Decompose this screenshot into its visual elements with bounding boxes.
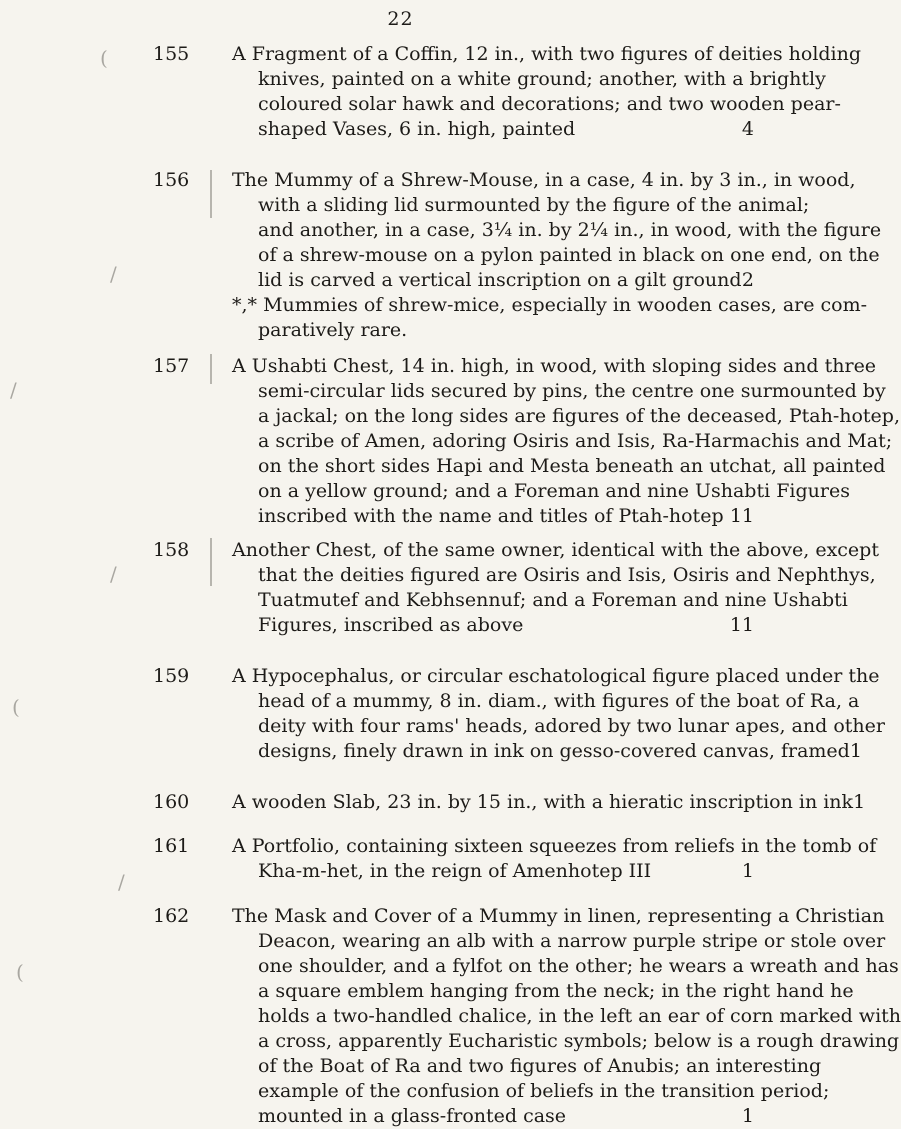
pencil-mark-icon: / xyxy=(118,870,125,894)
margin-bracket xyxy=(210,170,212,218)
pencil-mark-icon: ( xyxy=(16,960,24,984)
description-line-with-qty xyxy=(232,1104,754,1129)
description-line: The Mask and Cover of a Mummy in linen, representing a Christian xyxy=(232,905,885,927)
description-line: that the deities figured are Osiris and Isis, Osiris and Nephthys, xyxy=(258,564,876,586)
margin-pencil-marks xyxy=(0,0,150,1104)
description-line: a cross, apparently Eucharistic symbols; below is a rough drawing xyxy=(258,1030,900,1052)
entry-description xyxy=(232,168,882,343)
quantity: 1 xyxy=(853,791,866,813)
description-line: Tuatmutef and Kebhsennuf; and a Foreman and nine Ushabti xyxy=(258,589,848,611)
description-line: with a sliding lid surmounted by the figure of the animal; xyxy=(258,194,810,216)
pencil-mark-icon: ( xyxy=(12,695,20,719)
quantity: 4 xyxy=(741,118,754,140)
quantity: 11 xyxy=(729,505,754,527)
description-line: a scribe of Amen, adoring Osiris and Isis, Ra-Harmachis and Mat; xyxy=(258,430,893,452)
lot-number: 156 xyxy=(153,169,190,191)
pencil-mark-icon: / xyxy=(110,562,117,586)
lot-number: 155 xyxy=(153,43,190,65)
description-line: Deacon, wearing an alb with a narrow purple stripe or stole over xyxy=(258,930,886,952)
lot-number: 160 xyxy=(153,791,190,813)
entry-description xyxy=(232,904,901,1129)
description-line: example of the confusion of beliefs in the transition period; xyxy=(258,1080,830,1102)
quantity: 1 xyxy=(741,1105,754,1127)
entry-description xyxy=(232,538,879,638)
pencil-mark-icon: / xyxy=(10,378,17,402)
margin-bracket xyxy=(210,354,212,384)
description-line: Kha-m-het, in the reign of Amenhotep III xyxy=(258,860,652,882)
pencil-mark-icon: ( xyxy=(100,46,108,70)
description-line: a jackal; on the long sides are figures of the deceased, Ptah-hotep, xyxy=(258,405,901,427)
description-line: A Portfolio, containing sixteen squeezes from reliefs in the tomb of xyxy=(232,835,877,857)
note-line: *,* Mummies of shrew-mice, especially in wooden cases, are com- xyxy=(232,294,868,316)
quantity: 1 xyxy=(741,860,754,882)
description-line: The Mummy of a Shrew-Mouse, in a case, 4 in. by 3 in., in wood, xyxy=(232,169,856,191)
lot-number: 157 xyxy=(153,355,190,377)
margin-bracket xyxy=(210,538,212,586)
description-line: lid is carved a vertical inscription on a gilt ground xyxy=(258,269,742,291)
description-line: A Fragment of a Coffin, 12 in., with two figures of deities holding xyxy=(232,43,862,65)
description-line: A Ushabti Chest, 14 in. high, in wood, with sloping sides and three xyxy=(232,355,877,377)
description-line-with-qty xyxy=(232,268,754,293)
description-line: Another Chest, of the same owner, identical with the above, except xyxy=(232,539,879,561)
lot-number: 159 xyxy=(153,665,190,687)
description-line: head of a mummy, 8 in. diam., with figures of the boat of Ra, a xyxy=(258,690,860,712)
entry-description xyxy=(232,790,866,815)
description-line: mounted in a glass-fronted case xyxy=(258,1105,567,1127)
quantity: 11 xyxy=(729,614,754,636)
description-line: A Hypocephalus, or circular eschatological figure placed under the xyxy=(232,665,880,687)
quantity: 1 xyxy=(849,740,862,762)
quantity: 2 xyxy=(741,269,754,291)
description-line: a square emblem hanging from the neck; in the right hand he xyxy=(258,980,854,1002)
entry-description xyxy=(232,664,885,764)
description-line-with-qty xyxy=(232,790,866,815)
description-line: of a shrew-mouse on a pylon painted in black on one end, on the xyxy=(258,244,880,266)
description-line: on the short sides Hapi and Mesta beneath an utchat, all painted xyxy=(258,455,886,477)
description-line: Figures, inscribed as above xyxy=(258,614,524,636)
entry-description xyxy=(232,42,862,142)
description-line-with-qty xyxy=(232,117,754,142)
lot-number: 158 xyxy=(153,539,190,561)
description-line: inscribed with the name and titles of Ptah-hotep xyxy=(258,505,724,527)
description-line: and another, in a case, 3¼ in. by 2¼ in., in wood, with the figure xyxy=(258,219,882,241)
description-line: deity with four rams' heads, adored by two lunar apes, and other xyxy=(258,715,885,737)
description-line: on a yellow ground; and a Foreman and nine Ushabti Figures xyxy=(258,480,850,502)
description-line-with-qty xyxy=(232,739,862,764)
description-line: A wooden Slab, 23 in. by 15 in., with a hieratic inscription in ink xyxy=(232,791,854,813)
entry-description xyxy=(232,834,877,884)
description-line-with-qty xyxy=(232,613,754,638)
description-line: designs, finely drawn in ink on gesso-covered canvas, framed xyxy=(258,740,850,762)
description-line-with-qty xyxy=(232,504,754,529)
entry-description xyxy=(232,354,901,529)
description-line: knives, painted on a white ground; another, with a brightly xyxy=(258,68,826,90)
page-number: 22 xyxy=(387,8,414,30)
description-line: one shoulder, and a fylfot on the other; he wears a wreath and has xyxy=(258,955,899,977)
description-line: of the Boat of Ra and two figures of Anubis; an interesting xyxy=(258,1055,822,1077)
description-line: holds a two-handled chalice, in the left an ear of corn marked with xyxy=(258,1005,901,1027)
description-line: semi-circular lids secured by pins, the centre one surmounted by xyxy=(258,380,886,402)
description-line: coloured solar hawk and decorations; and two wooden pear- xyxy=(258,93,841,115)
note-line: paratively rare. xyxy=(258,319,408,341)
lot-number: 161 xyxy=(153,835,190,857)
description-line: shaped Vases, 6 in. high, painted xyxy=(258,118,576,140)
lot-number: 162 xyxy=(153,905,190,927)
description-line-with-qty xyxy=(232,859,754,884)
pencil-mark-icon: / xyxy=(110,262,117,286)
